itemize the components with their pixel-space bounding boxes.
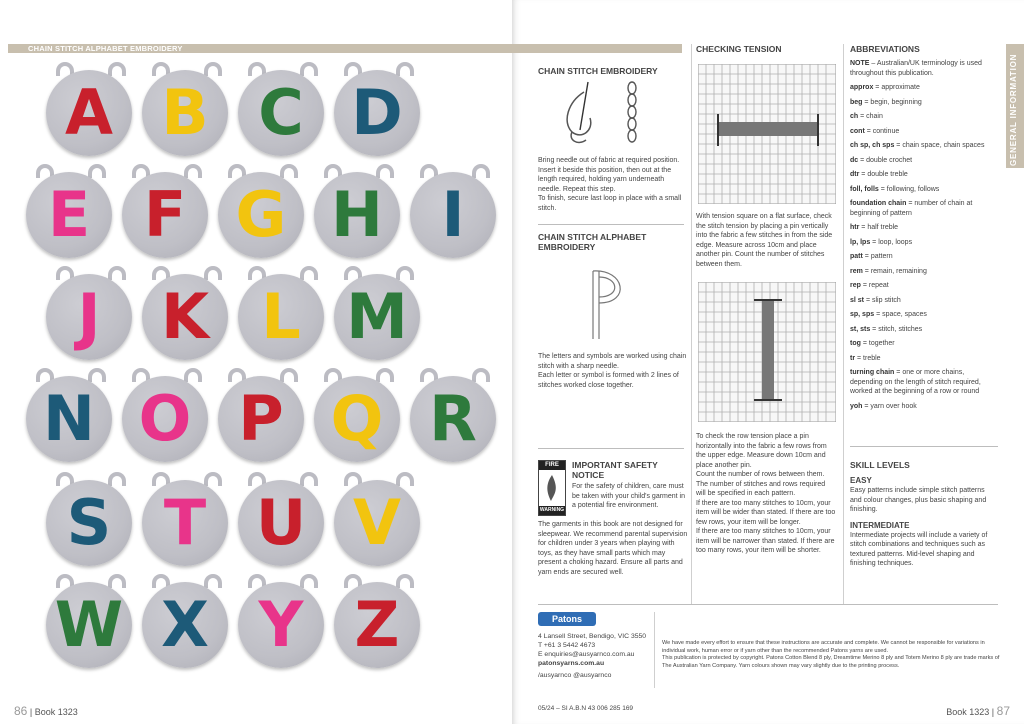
patons-logo: Patons xyxy=(538,612,596,626)
warning-label: WARNING xyxy=(539,507,565,513)
fire-warning-badge xyxy=(538,460,566,516)
abbreviation-item xyxy=(850,199,998,218)
abbreviation-item xyxy=(850,223,998,233)
letter: R xyxy=(429,382,477,455)
abbreviation-item xyxy=(850,98,998,108)
footer-divider xyxy=(538,604,998,605)
abbreviation-meaning: = chain space, chain spaces xyxy=(894,142,985,149)
column-divider xyxy=(691,44,692,604)
abbreviation-item xyxy=(850,267,998,277)
letter: N xyxy=(43,382,95,455)
letter-motif-s xyxy=(42,470,136,570)
abbreviation-key: dc xyxy=(850,156,859,164)
abbreviation-key: dtr xyxy=(850,171,860,178)
alphabet-title: CHAIN STITCH ALPHABET EMBROIDERY xyxy=(538,232,647,252)
abbreviation-item xyxy=(850,252,998,262)
letter-motif-y xyxy=(234,572,328,672)
chain-stitch-text: Bring needle out of fabric at required position. Insert it beside this position, then out at the length required, holding yarn underneath needle. Repeat this step. xyxy=(538,157,680,193)
flame-icon xyxy=(539,471,565,507)
letter-motif-h xyxy=(310,162,404,262)
safety-section xyxy=(572,460,688,511)
abbreviation-item xyxy=(850,112,998,122)
abbreviation-key: rem xyxy=(850,267,863,275)
safety-title: IMPORTANT SAFETY NOTICE xyxy=(572,460,658,480)
abbreviation-meaning: = pattern xyxy=(862,253,893,260)
abbreviations-note xyxy=(850,59,998,78)
letter-motif-j xyxy=(42,264,136,364)
tension-title: CHECKING TENSION xyxy=(696,44,782,54)
letter: U xyxy=(255,486,307,559)
skill-levels-title: SKILL LEVELS xyxy=(850,460,910,470)
divider xyxy=(538,224,684,225)
letter-motif-e xyxy=(22,162,116,262)
letter-motif-v xyxy=(330,470,424,570)
abbreviation-item xyxy=(850,310,998,320)
abbreviation-item xyxy=(850,402,998,412)
letter-motif-w xyxy=(42,572,136,672)
divider xyxy=(538,448,684,449)
abbreviation-meaning: = space, spaces xyxy=(874,311,927,318)
letter: H xyxy=(331,178,383,251)
letter-motif-g xyxy=(214,162,308,262)
abbreviation-item xyxy=(850,170,998,180)
letter: G xyxy=(235,178,287,251)
footer-social[interactable]: /ausyarnco @ausyarnco xyxy=(538,672,612,679)
abbreviation-meaning: = double treble xyxy=(859,171,908,178)
letter-motif-t xyxy=(138,470,232,570)
letter-motif-k xyxy=(138,264,232,364)
abbreviation-item xyxy=(850,325,998,335)
easy-title: EASY xyxy=(850,476,872,485)
abbreviation-meaning: = repeat xyxy=(860,282,889,289)
letter: D xyxy=(351,76,403,149)
note-text: – Australian/UK terminology is used throughout this publication. xyxy=(850,60,982,77)
footer-phone: T +61 3 5442 4673 xyxy=(538,642,596,649)
abbreviation-item xyxy=(850,185,998,195)
abbreviation-item xyxy=(850,281,998,291)
abbreviation-meaning: = following, follows xyxy=(878,185,940,193)
abbreviation-item xyxy=(850,238,998,248)
footer-website[interactable]: patonsyarns.com.au xyxy=(538,660,605,667)
note-label: NOTE xyxy=(850,60,870,67)
letter: S xyxy=(66,486,112,559)
abbreviation-meaning: = double crochet xyxy=(858,156,913,164)
letter: K xyxy=(160,280,210,353)
letter: W xyxy=(54,588,124,661)
abbreviation-key: approx xyxy=(850,84,874,91)
footer-column-divider xyxy=(654,612,655,688)
intermediate-title: INTERMEDIATE xyxy=(850,520,910,530)
letter: O xyxy=(138,382,192,455)
letter-motif-d xyxy=(330,60,424,160)
letter-motif-b xyxy=(138,60,232,160)
abbreviation-meaning: = approximate xyxy=(873,84,920,91)
abbreviation-key: sp, sps xyxy=(850,311,875,318)
abbreviation-key: tog xyxy=(850,340,861,347)
letter-motif-i xyxy=(406,162,500,262)
page-number: 86 xyxy=(14,704,28,718)
abbreviation-key: ch sp, ch sps xyxy=(850,142,895,149)
skill-levels-section xyxy=(850,460,998,569)
chain-stitch-text-2: To finish, secure last loop in place with a small stitch. xyxy=(538,195,682,212)
tension-text-3: Count the number of rows between them. xyxy=(696,471,825,478)
abbreviation-key: rep xyxy=(850,282,861,289)
tension-body-2 xyxy=(696,432,836,556)
intermediate-text: Intermediate projects will include a variety of stitch combinations and techniques such as textured patterns. Mid-level shaping and finishing techniques. xyxy=(850,531,988,567)
abbreviations-list xyxy=(850,83,998,411)
divider xyxy=(850,446,998,447)
chain-stitch-section xyxy=(538,66,686,76)
abbreviation-key: patt xyxy=(850,253,863,260)
abbreviation-key: turning chain xyxy=(850,369,895,376)
footer-disclaimer: We have made every effort to ensure that these instructions are accurate and complete. We cannot be responsible for variations in individual work, human error or if yarn other than the recommended Patons yarns are used. xyxy=(662,640,985,654)
tension-text: With tension square on a flat surface, check the stitch tension by placing a pin vertically into the fabric a few stitches in from the side edge. Measure across 10cm and place another pin. Count the number of stitches between them. xyxy=(696,213,833,268)
abbreviation-meaning: = loop, loops xyxy=(870,238,913,246)
letter-motif-a xyxy=(42,60,136,160)
letter-motif-x xyxy=(138,572,232,672)
safety-text-2: The garments in this book are not designed for sleepwear. We recommend parental supervision for children under 3 years when playing with toys, as they have small parts which may present a choking hazard. Ensure all parts and yarn ends are secured well. xyxy=(538,521,688,576)
letter: Y xyxy=(258,588,304,661)
alphabet-text: The letters and symbols are worked using chain stitch with a sharp needle. xyxy=(538,353,687,370)
abbreviation-meaning: = together xyxy=(860,340,895,347)
letter-motif-f xyxy=(118,162,212,262)
chain-stitch-body xyxy=(538,156,688,213)
alphabet-motifs xyxy=(22,60,502,690)
abbreviation-key: yoh xyxy=(850,402,863,410)
abbreviation-key: cont xyxy=(850,127,865,135)
footer-code: 05/24 – SI A.B.N 43 006 285 169 xyxy=(538,705,634,712)
letter: M xyxy=(346,280,408,353)
letter: E xyxy=(47,178,91,251)
page-number: 87 xyxy=(996,704,1010,718)
easy-text: Easy patterns include simple stitch patterns and colour changes, plus basic shaping and finishing. xyxy=(850,487,987,513)
footer-legal xyxy=(662,640,1000,670)
abbreviation-key: beg xyxy=(850,98,863,106)
abbreviation-item xyxy=(850,141,998,151)
abbreviation-item xyxy=(850,156,998,166)
abbreviation-meaning: = remain, remaining xyxy=(862,267,927,275)
abbreviations-section xyxy=(850,44,998,416)
letter: A xyxy=(65,76,113,149)
abbreviation-key: foundation chain xyxy=(850,200,907,207)
section-tab-label: GENERAL INFORMATION xyxy=(1009,53,1018,166)
abbreviations-title: ABBREVIATIONS xyxy=(850,44,920,54)
abbreviation-meaning: = slip stitch xyxy=(864,296,901,304)
letter-p-diagram xyxy=(585,265,635,345)
abbreviation-item xyxy=(850,354,998,364)
tension-section xyxy=(696,44,836,54)
letter-motif-m xyxy=(330,264,424,364)
footer-email[interactable]: E enquiries@ausyarnco.com.au xyxy=(538,651,635,658)
alphabet-section xyxy=(538,232,648,252)
abbreviation-item xyxy=(850,83,998,93)
footer-contact xyxy=(538,632,658,680)
abbreviation-meaning: = number of chain at beginning of pattern xyxy=(850,200,973,217)
abbreviation-key: htr xyxy=(850,224,860,231)
tension-body xyxy=(696,212,836,269)
letter: X xyxy=(161,588,209,661)
chain-stitch-title: CHAIN STITCH EMBROIDERY xyxy=(538,66,658,76)
alphabet-body xyxy=(538,352,688,390)
letter: T xyxy=(163,486,207,559)
footer-copyright: This publication is protected by copyright. Patons Cotton Blend 8 ply, Dreamtime Merino 8 ply and Totem Merino 8 ply are trade marks of The Australian Yarn Company. Yarn colours shown may vary slightly due to the printing process. xyxy=(662,655,1000,669)
letter: I xyxy=(441,178,465,251)
letter: V xyxy=(353,486,401,559)
tension-text-4: The number of stitches and rows required will be specified in each pattern. xyxy=(696,480,826,497)
fire-label: FIRE xyxy=(539,461,565,470)
letter-motif-z xyxy=(330,572,424,672)
tension-text-5: If there are too many stitches to 10cm, your item will be wider than stated. If there are too few rows, your item will be longer. xyxy=(696,499,836,526)
abbreviation-meaning: = chain xyxy=(858,113,883,120)
tension-swatch-2 xyxy=(698,282,836,422)
tension-swatch-1 xyxy=(698,64,836,204)
abbreviation-meaning: = begin, beginning xyxy=(862,98,922,106)
letter-motif-l xyxy=(234,264,328,364)
abbreviation-key: st, sts xyxy=(850,325,871,333)
letter: L xyxy=(261,280,301,353)
letter-motif-o xyxy=(118,366,212,466)
abbreviation-meaning: = one or more chains, depending on the length of stitch required, worked at the beginning of a row or round xyxy=(850,369,981,395)
abbreviation-item xyxy=(850,368,998,397)
abbreviation-meaning: = half treble xyxy=(859,224,899,231)
abbreviation-key: ch xyxy=(850,113,859,120)
abbreviation-meaning: = yarn over hook xyxy=(862,402,917,410)
footer-address: 4 Lansell Street, Bendigo, VIC 3550 xyxy=(538,633,647,640)
abbreviation-meaning: = stitch, stitches xyxy=(870,325,923,333)
abbreviation-item xyxy=(850,339,998,349)
abbreviation-item xyxy=(850,296,998,306)
abbreviation-key: lp, lps xyxy=(850,238,871,246)
section-header: CHAIN STITCH ALPHABET EMBROIDERY xyxy=(28,44,183,53)
letter-motif-n xyxy=(22,366,116,466)
letter: B xyxy=(161,76,209,149)
letter-motif-u xyxy=(234,470,328,570)
right-folio: Book 1323 | 87 xyxy=(946,704,1010,718)
letter-motif-c xyxy=(234,60,328,160)
column-divider xyxy=(843,44,844,604)
letter-motif-p xyxy=(214,366,308,466)
book-number: Book 1323 xyxy=(946,707,990,717)
abbreviation-key: sl st xyxy=(850,296,865,304)
letter: Z xyxy=(354,588,400,661)
letter: F xyxy=(143,178,187,251)
abbreviation-key: foll, folls xyxy=(850,185,879,193)
safety-text: For the safety of children, care must be taken with your child's garment in a potential fire environment. xyxy=(572,483,686,509)
left-folio: 86 | Book 1323 xyxy=(14,704,78,718)
chain-stitch-diagram xyxy=(560,80,670,150)
letter: C xyxy=(258,76,304,149)
tension-text-2: To check the row tension place a pin horizontally into the fabric a few rows from the upper edge. Measure down 10cm and place another pin. xyxy=(696,433,827,469)
book-number: Book 1323 xyxy=(34,707,78,717)
abbreviation-meaning: = treble xyxy=(855,354,881,362)
abbreviation-item xyxy=(850,127,998,137)
safety-body xyxy=(538,520,688,577)
tension-text-6: If there are too many stitches to 10cm, your item will be narrower than stated. If there are too many rows, your item will be shorter. xyxy=(696,528,835,554)
letter: Q xyxy=(330,382,384,455)
letter-motif-q xyxy=(310,366,404,466)
abbreviation-key: tr xyxy=(850,354,856,362)
alphabet-text-2: Each letter or symbol is formed with 2 lines of stitches worked close together. xyxy=(538,372,679,389)
abbreviation-meaning: = continue xyxy=(864,127,900,135)
letter: J xyxy=(77,280,101,353)
letter: P xyxy=(238,382,284,455)
letter-motif-r xyxy=(406,366,500,466)
